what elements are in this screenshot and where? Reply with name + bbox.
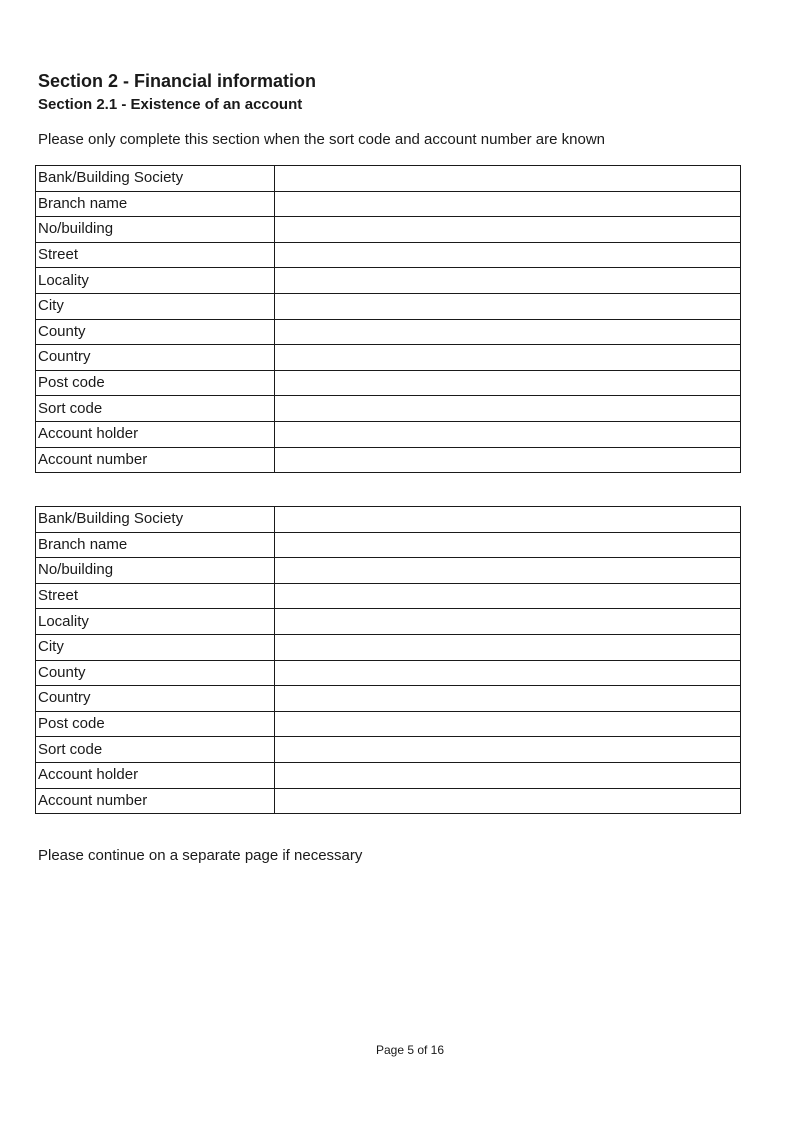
field-label: Sort code xyxy=(36,737,275,763)
field-label: Account number xyxy=(36,447,275,473)
table-row xyxy=(36,191,741,217)
field-label: Bank/Building Society xyxy=(36,507,275,533)
table-row xyxy=(36,293,741,319)
table-row xyxy=(36,634,741,660)
field-value-input[interactable] xyxy=(275,583,741,609)
field-value-input[interactable] xyxy=(275,447,741,473)
field-label: Locality xyxy=(36,268,275,294)
table-row xyxy=(36,686,741,712)
table-row xyxy=(36,660,741,686)
field-value-input[interactable] xyxy=(275,421,741,447)
field-label: Post code xyxy=(36,370,275,396)
field-label: Country xyxy=(36,686,275,712)
field-label: Street xyxy=(36,583,275,609)
field-value-input[interactable] xyxy=(275,711,741,737)
field-label: Bank/Building Society xyxy=(36,166,275,192)
table-row xyxy=(36,788,741,814)
table-row xyxy=(36,507,741,533)
subsection-title: Section 2.1 - Existence of an account xyxy=(38,96,303,113)
field-value-input[interactable] xyxy=(275,558,741,584)
table-row xyxy=(36,345,741,371)
table-row xyxy=(36,447,741,473)
field-label: Post code xyxy=(36,711,275,737)
field-value-input[interactable] xyxy=(275,532,741,558)
table-row xyxy=(36,762,741,788)
field-value-input[interactable] xyxy=(275,634,741,660)
field-label: County xyxy=(36,660,275,686)
field-value-input[interactable] xyxy=(275,507,741,533)
section-title: Section 2 - Financial information xyxy=(38,71,317,91)
table-row xyxy=(36,609,741,635)
account-details-table-2 xyxy=(35,506,741,814)
field-value-input[interactable] xyxy=(275,686,741,712)
field-label: No/building xyxy=(36,217,275,243)
field-label: Branch name xyxy=(36,191,275,217)
table-row xyxy=(36,421,741,447)
account-details-table-1 xyxy=(35,165,741,473)
field-label: City xyxy=(36,634,275,660)
table-row xyxy=(36,217,741,243)
field-label: Sort code xyxy=(36,396,275,422)
table-row xyxy=(36,737,741,763)
field-value-input[interactable] xyxy=(275,370,741,396)
field-value-input[interactable] xyxy=(275,217,741,243)
field-value-input[interactable] xyxy=(275,319,741,345)
field-label: Account holder xyxy=(36,762,275,788)
field-value-input[interactable] xyxy=(275,396,741,422)
field-value-input[interactable] xyxy=(275,242,741,268)
field-label: Account number xyxy=(36,788,275,814)
field-value-input[interactable] xyxy=(275,166,741,192)
field-value-input[interactable] xyxy=(275,293,741,319)
field-label: City xyxy=(36,293,275,319)
field-value-input[interactable] xyxy=(275,345,741,371)
table-row xyxy=(36,319,741,345)
table-row xyxy=(36,370,741,396)
field-label: No/building xyxy=(36,558,275,584)
field-value-input[interactable] xyxy=(275,268,741,294)
field-label: Street xyxy=(36,242,275,268)
continue-note: Please continue on a separate page if necessary xyxy=(38,847,363,864)
field-label: Branch name xyxy=(36,532,275,558)
field-label: Locality xyxy=(36,609,275,635)
field-value-input[interactable] xyxy=(275,762,741,788)
table-row xyxy=(36,268,741,294)
field-value-input[interactable] xyxy=(275,788,741,814)
field-label: Country xyxy=(36,345,275,371)
table-row xyxy=(36,532,741,558)
table-row xyxy=(36,242,741,268)
field-value-input[interactable] xyxy=(275,609,741,635)
page-number: Page 5 of 16 xyxy=(375,1043,445,1057)
field-label: County xyxy=(36,319,275,345)
field-value-input[interactable] xyxy=(275,660,741,686)
table-row xyxy=(36,166,741,192)
table-row xyxy=(36,583,741,609)
field-label: Account holder xyxy=(36,421,275,447)
field-value-input[interactable] xyxy=(275,191,741,217)
table-row xyxy=(36,711,741,737)
instruction-text: Please only complete this section when the sort code and account number are known xyxy=(38,131,605,148)
field-value-input[interactable] xyxy=(275,737,741,763)
table-row xyxy=(36,396,741,422)
table-row xyxy=(36,558,741,584)
